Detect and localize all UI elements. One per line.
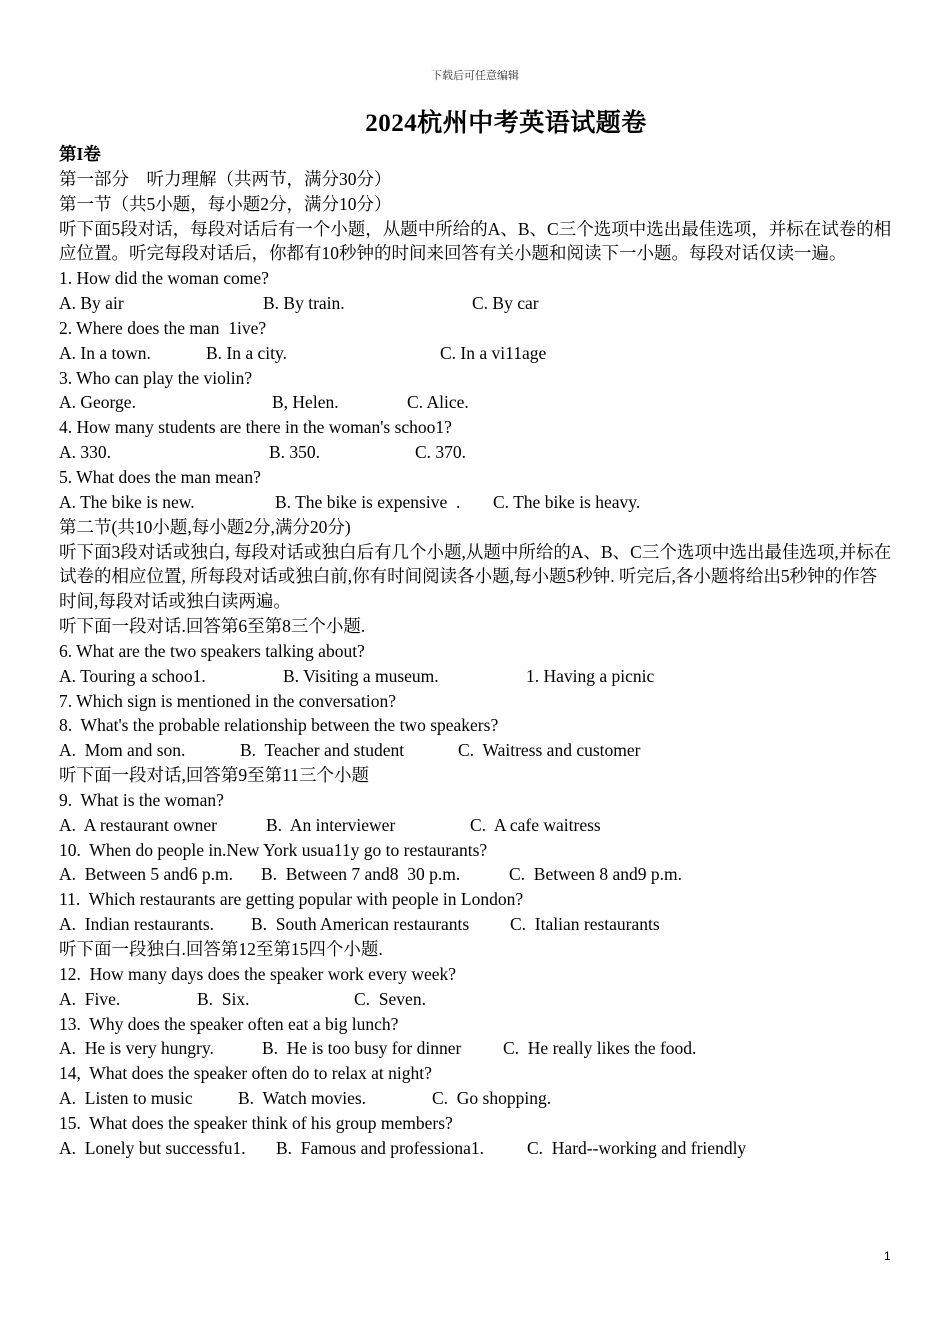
option-c: C. Go shopping.	[432, 1088, 552, 1109]
option-a: A. In a town.	[59, 342, 151, 363]
question-8-options	[59, 738, 894, 763]
option-c: C. A cafe waitress	[470, 814, 601, 835]
question-4-options	[59, 440, 894, 465]
question-8: 8. What's the probable relationship between the two speakers?	[59, 715, 499, 736]
option-c: C. The bike is heavy.	[493, 491, 641, 512]
question-6-options	[59, 664, 894, 689]
question-12: 12. How many days does the speaker work every week?	[59, 963, 457, 984]
option-b: B. Watch movies.	[238, 1088, 367, 1109]
option-a: A. By air	[59, 293, 124, 314]
dialog-intro: 听下面一段对话.回答第6至第8三个小题.	[59, 616, 366, 637]
question-15: 15. What does the speaker think of his group members?	[59, 1112, 453, 1133]
exam-content	[59, 142, 894, 1161]
question-14: 14, What does the speaker often do to relax at night?	[59, 1063, 432, 1084]
option-c: C. Hard--working and friendly	[527, 1137, 747, 1158]
option-a: A. Five.	[59, 988, 121, 1009]
option-a: A. The bike is new.	[59, 491, 195, 512]
option-b: B. An interviewer	[266, 814, 396, 835]
monologue-intro: 听下面一段独白.回答第12至第15四个小题.	[59, 939, 383, 959]
option-a: A. Touring a schoo1.	[59, 665, 206, 686]
question-6: 6. What are the two speakers talking about?	[59, 640, 365, 661]
section-heading: 第一节（共5小题，每小题2分，满分10分）	[59, 193, 392, 214]
option-c: C. Waitress and customer	[458, 740, 641, 761]
option-a: A. A restaurant owner	[59, 814, 217, 835]
option-a: A. He is very hungry.	[59, 1038, 214, 1059]
option-b: B. Visiting a museum.	[283, 665, 439, 686]
section-instructions: 听下面3段对话或独白, 每段对话或独白后有几个小题,从题中所给的A、B、C三个选项中选出最佳选项,并标在试卷的相应位置, 所每段对话或独白前,你有时间阅读各小题,每小题5秒钟. 听完后,各小题将给出5秒钟的作答时间,每段对话或独白读两遍。	[59, 541, 892, 612]
option-c: C. Seven.	[354, 988, 426, 1009]
question-5-options	[59, 490, 894, 515]
question-15-options	[59, 1136, 894, 1161]
question-10: 10. When do people in.New York usua11y go to restaurants?	[59, 839, 488, 860]
exam-title: 2024杭州中考英语试题卷	[365, 110, 647, 137]
option-c: C. Alice.	[407, 392, 469, 413]
question-9-options	[59, 813, 894, 838]
option-b: B. Six.	[197, 988, 250, 1009]
question-1-options	[59, 291, 894, 316]
section-heading: 第二节(共10小题,每小题2分,满分20分)	[59, 516, 351, 537]
option-b: B. 350.	[269, 442, 321, 463]
question-7: 7. Which sign is mentioned in the conversation?	[59, 690, 396, 711]
option-b: B, Helen.	[272, 392, 339, 413]
part-heading: 第一部分 听力理解（共两节，满分30分）	[59, 168, 392, 189]
page-number: 1	[884, 1249, 891, 1263]
option-b: B. In a city.	[206, 342, 287, 363]
question-13: 13. Why does the speaker often eat a big lunch?	[59, 1013, 399, 1034]
question-5: 5. What does the man mean?	[59, 466, 261, 487]
option-a: A. Between 5 and6 p.m.	[59, 864, 233, 885]
question-11: 11. Which restaurants are getting popular with people in London?	[59, 889, 524, 910]
option-a: A. Mom and son.	[59, 740, 186, 761]
question-2: 2. Where does the man 1ive?	[59, 317, 267, 338]
page-header-note: 下载后可任意编辑	[431, 70, 519, 82]
question-1: 1. How did the woman come?	[59, 268, 269, 289]
question-2-options	[59, 341, 894, 366]
option-a: A. George.	[59, 392, 136, 413]
dialog-intro: 听下面一段对话,回答第9至第11三个小题	[59, 765, 369, 786]
option-a: A. Indian restaurants.	[59, 914, 215, 935]
option-a: A. 330.	[59, 442, 112, 463]
option-b: B. Between 7 and8 30 p.m.	[261, 864, 461, 885]
question-13-options	[59, 1036, 894, 1061]
option-b: B. Famous and professiona1.	[276, 1137, 485, 1158]
question-14-options	[59, 1086, 894, 1111]
option-c: C. In a vi11age	[440, 342, 547, 363]
option-c: C. He really likes the food.	[503, 1038, 697, 1059]
option-b: B. South American restaurants	[251, 914, 470, 935]
option-c: C. Between 8 and9 p.m.	[509, 864, 683, 885]
question-10-options	[59, 862, 894, 887]
question-4: 4. How many students are there in the woman's schoo1?	[59, 417, 452, 438]
option-c: C. Italian restaurants	[510, 914, 660, 935]
option-b: B. The bike is expensive .	[275, 491, 461, 512]
option-b: B. By train.	[263, 293, 345, 314]
option-c: C. 370.	[415, 442, 467, 463]
question-12-options	[59, 987, 894, 1012]
question-3: 3. Who can play the violin?	[59, 367, 253, 388]
option-b: B. Teacher and student	[240, 740, 405, 761]
question-11-options	[59, 912, 894, 937]
option-a: A. Lonely but successfu1.	[59, 1137, 246, 1158]
option-b: B. He is too busy for dinner	[262, 1038, 462, 1059]
option-a: A. Listen to music	[59, 1088, 193, 1109]
section-instructions: 听下面5段对话，每段对话后有一个小题，从题中所给的A、B、C三个选项中选出最佳选项，并标在试卷的相应位置。听完每段对话后，你都有10秒钟的时间来回答有关小题和阅读下一小题。每段对话仅读一遍。	[59, 218, 892, 264]
question-3-options	[59, 390, 894, 415]
question-9: 9. What is the woman?	[59, 789, 224, 810]
volume-label: 第I卷	[59, 144, 101, 164]
option-c: 1. Having a picnic	[526, 665, 655, 686]
option-c: C. By car	[472, 293, 539, 314]
